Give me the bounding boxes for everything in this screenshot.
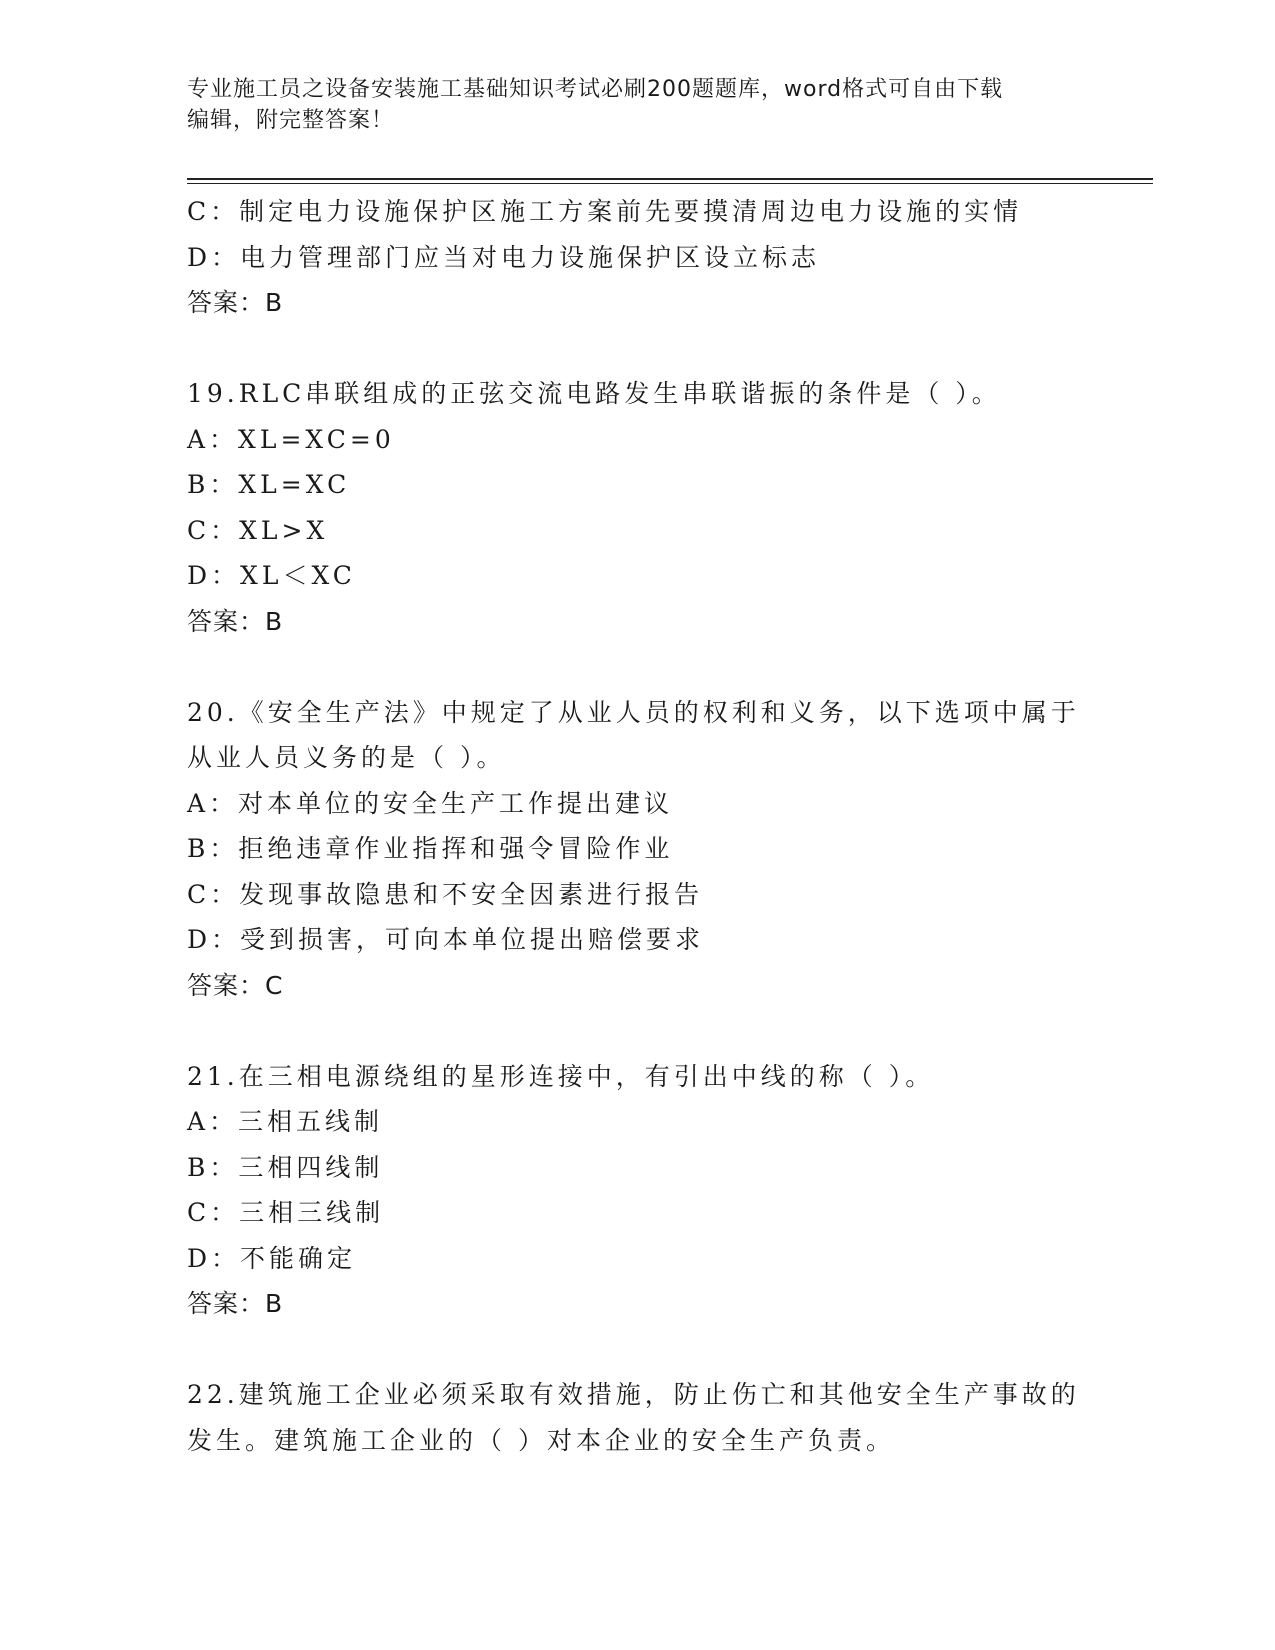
option-line: B：XL=XC <box>187 470 351 499</box>
question-block-18-continued <box>187 189 1087 326</box>
answer-line: 答案：C <box>187 970 284 1000</box>
option-line: D：电力管理部门应当对电力设施保护区设立标志 <box>187 242 821 272</box>
option-line: B：三相四线制 <box>187 1152 384 1182</box>
option-line: C：三相三线制 <box>187 1198 385 1227</box>
option-line: A：XL=XC=0 <box>187 424 395 454</box>
option-line: C：制定电力设施保护区施工方案前先要摸清周边电力设施的实情 <box>187 197 1023 226</box>
question-stem: 21.在三相电源绕组的星形连接中，有引出中线的称（ ）。 <box>187 1061 935 1091</box>
header-divider <box>187 178 1153 184</box>
option-line: A：对本单位的安全生产工作提出建议 <box>187 788 674 818</box>
answer-line: 答案：B <box>187 288 284 317</box>
option-line: B：拒绝违章作业指挥和强令冒险作业 <box>187 834 674 863</box>
option-line: D：受到损害，可向本单位提出赔偿要求 <box>187 925 705 954</box>
question-block-21 <box>187 1054 1087 1327</box>
option-line: D：不能确定 <box>187 1243 357 1273</box>
header-title-line-2: 编辑，附完整答案！ <box>187 108 395 133</box>
question-list <box>187 189 1087 1463</box>
question-stem: 20.《安全生产法》中规定了从业人员的权利和义务，以下选项中属于 <box>187 697 1080 727</box>
answer-line: 答案：B <box>187 1289 284 1318</box>
option-line: A：三相五线制 <box>187 1107 384 1136</box>
spacer <box>187 326 1087 372</box>
answer-line: 答案：B <box>187 606 284 636</box>
spacer <box>187 1008 1087 1054</box>
option-line: C：XL>X <box>187 515 329 545</box>
question-stem: 19.RLC串联组成的正弦交流电路发生串联谐振的条件是（ ）。 <box>187 379 1001 408</box>
question-block-20 <box>187 690 1087 1009</box>
question-stem: 发生。建筑施工企业的（ ）对本企业的安全生产负责。 <box>187 1425 895 1455</box>
spacer <box>187 1327 1087 1373</box>
question-block-19 <box>187 371 1087 644</box>
page-header <box>187 74 1067 136</box>
option-line: D：XL＜XC <box>187 561 356 590</box>
question-stem: 22.建筑施工企业必须采取有效措施，防止伤亡和其他安全生产事故的 <box>187 1380 1080 1409</box>
option-line: C：发现事故隐患和不安全因素进行报告 <box>187 879 704 909</box>
question-block-22 <box>187 1372 1087 1463</box>
header-title-line-1: 专业施工员之设备安装施工基础知识考试必刷200题题库，word格式可自由下载 <box>187 77 1004 102</box>
spacer <box>187 644 1087 690</box>
question-stem: 从业人员义务的是（ ）。 <box>187 743 506 772</box>
